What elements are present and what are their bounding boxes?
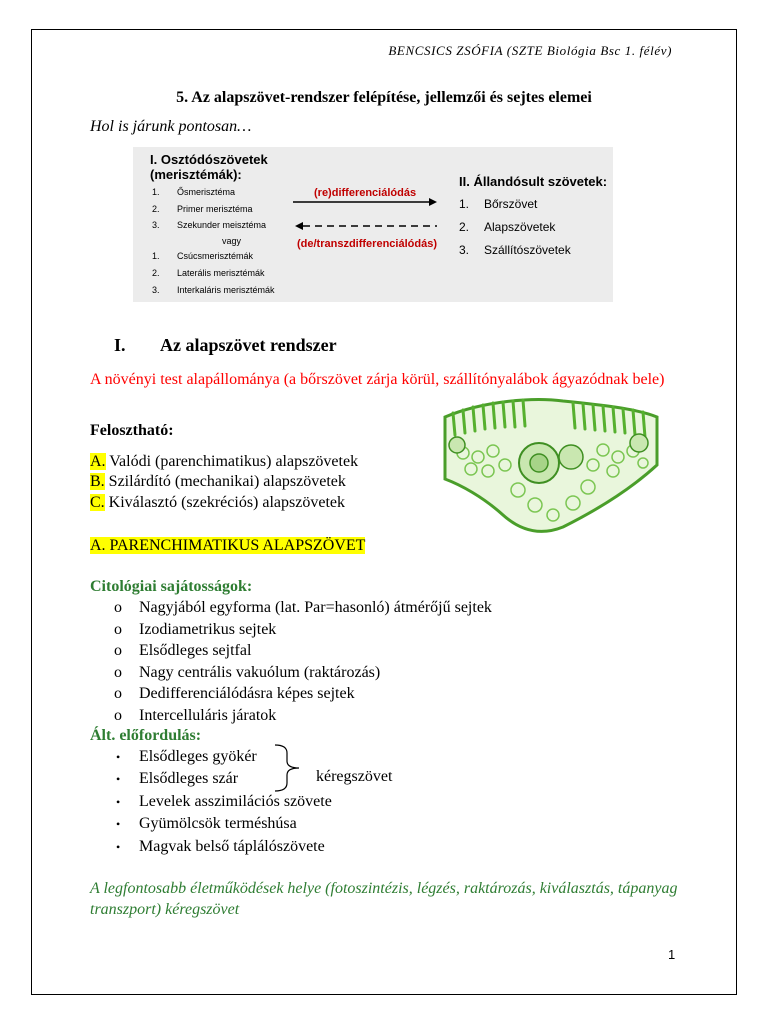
section-title: Az alapszövet rendszer xyxy=(160,335,337,355)
closing-note: A legfontosabb életműködések helye (fotoszintézis, légzés, raktározás, kiválasztás, tápanyag transzport) kéregszövet xyxy=(90,880,678,918)
list-item: o Nagy centrális vakuólum (raktározás) xyxy=(114,663,381,681)
list-item: o Nagyjából egyforma (lat. Par=hasonló) átmérőjű sejtek xyxy=(114,599,492,616)
list-item: • Magvak belső táplálószövete xyxy=(116,837,325,855)
cytology-list xyxy=(114,597,492,726)
leaf-cross-section-image xyxy=(443,395,659,537)
right-brace-icon xyxy=(273,743,307,793)
list-item: • Elsődleges szár xyxy=(116,770,239,788)
division-label: Felosztható: xyxy=(90,422,174,439)
list-item: o Elsődleges sejtfal xyxy=(114,642,252,659)
type-b xyxy=(90,471,346,492)
parenchyma-heading: A. PARENCHIMATIKUS ALAPSZÖVET xyxy=(90,537,366,554)
list-item: o Dedifferenciálódásra képes sejtek xyxy=(114,685,355,702)
redifferentiation-label: (re)differenciálódás xyxy=(314,187,417,199)
list-item: o Izodiametrikus sejtek xyxy=(114,620,277,638)
occurrence-heading: Ált. előfordulás: xyxy=(90,727,202,744)
tissue-overview-diagram: I. Osztódószövetek (merisztémák): 1. Ősmerisztéma 2. Primer merisztéma 3. Szekunder meisztéma vagy 1. Csúcsmerisztémák 2. Laterális merisztémák 3. Interkaláris merisztémák (re)differenciálódás (de/transzdifferenciálódás) II. Állandósult szövetek: 1. Bőrszövet 2. Alapszövetek 3. Szállítószövetek xyxy=(133,147,613,302)
type-text: Szilárdító (mechanikai) alapszövetek xyxy=(104,473,346,490)
type-letter: A. xyxy=(90,453,106,470)
list-item: • Levelek asszimilációs szövete xyxy=(116,792,332,810)
page-title: 5. Az alapszövet-rendszer felépítése, jellemzői és sejtes elemei xyxy=(176,89,592,106)
cytology-heading: Citológiai sajátosságok: xyxy=(90,578,253,595)
section-heading xyxy=(114,335,337,356)
type-letter: B. xyxy=(90,473,105,490)
page-header: BENCSICS ZSÓFIA (SZTE Biológia Bsc 1. félév) xyxy=(388,43,672,58)
left-arrowhead xyxy=(295,222,303,230)
type-text: Valódi (parenchimatikus) alapszövetek xyxy=(105,453,359,470)
page-number: 1 xyxy=(668,947,676,962)
page-subtitle: Hol is járunk pontosan… xyxy=(90,118,252,135)
or-label: vagy xyxy=(222,236,242,246)
type-text: Kiválasztó (szekréciós) alapszövetek xyxy=(104,494,346,511)
meristem-title: I. Osztódószövetek (merisztémák): xyxy=(150,152,268,182)
list-item: o Intercelluláris járatok xyxy=(114,706,277,724)
list-item: • Gyümölcsök terméshúsa xyxy=(116,815,297,833)
permanent-tissue-title: II. Állandósult szövetek: xyxy=(459,174,608,189)
list-item: • Elsődleges gyökér xyxy=(116,748,257,765)
dedifferentiation-label: (de/transzdifferenciálódás) xyxy=(297,238,437,250)
type-letter: C. xyxy=(90,494,105,511)
intro-paragraph: A növényi test alapállománya (a bőrszövet zárja körül, szállítónyalábok ágyazódnak bele) xyxy=(90,371,665,388)
type-c xyxy=(90,492,345,513)
type-a xyxy=(90,451,358,472)
brace-label: kéregszövet xyxy=(316,768,393,785)
section-number: I. xyxy=(114,335,126,355)
right-arrowhead xyxy=(429,198,437,206)
